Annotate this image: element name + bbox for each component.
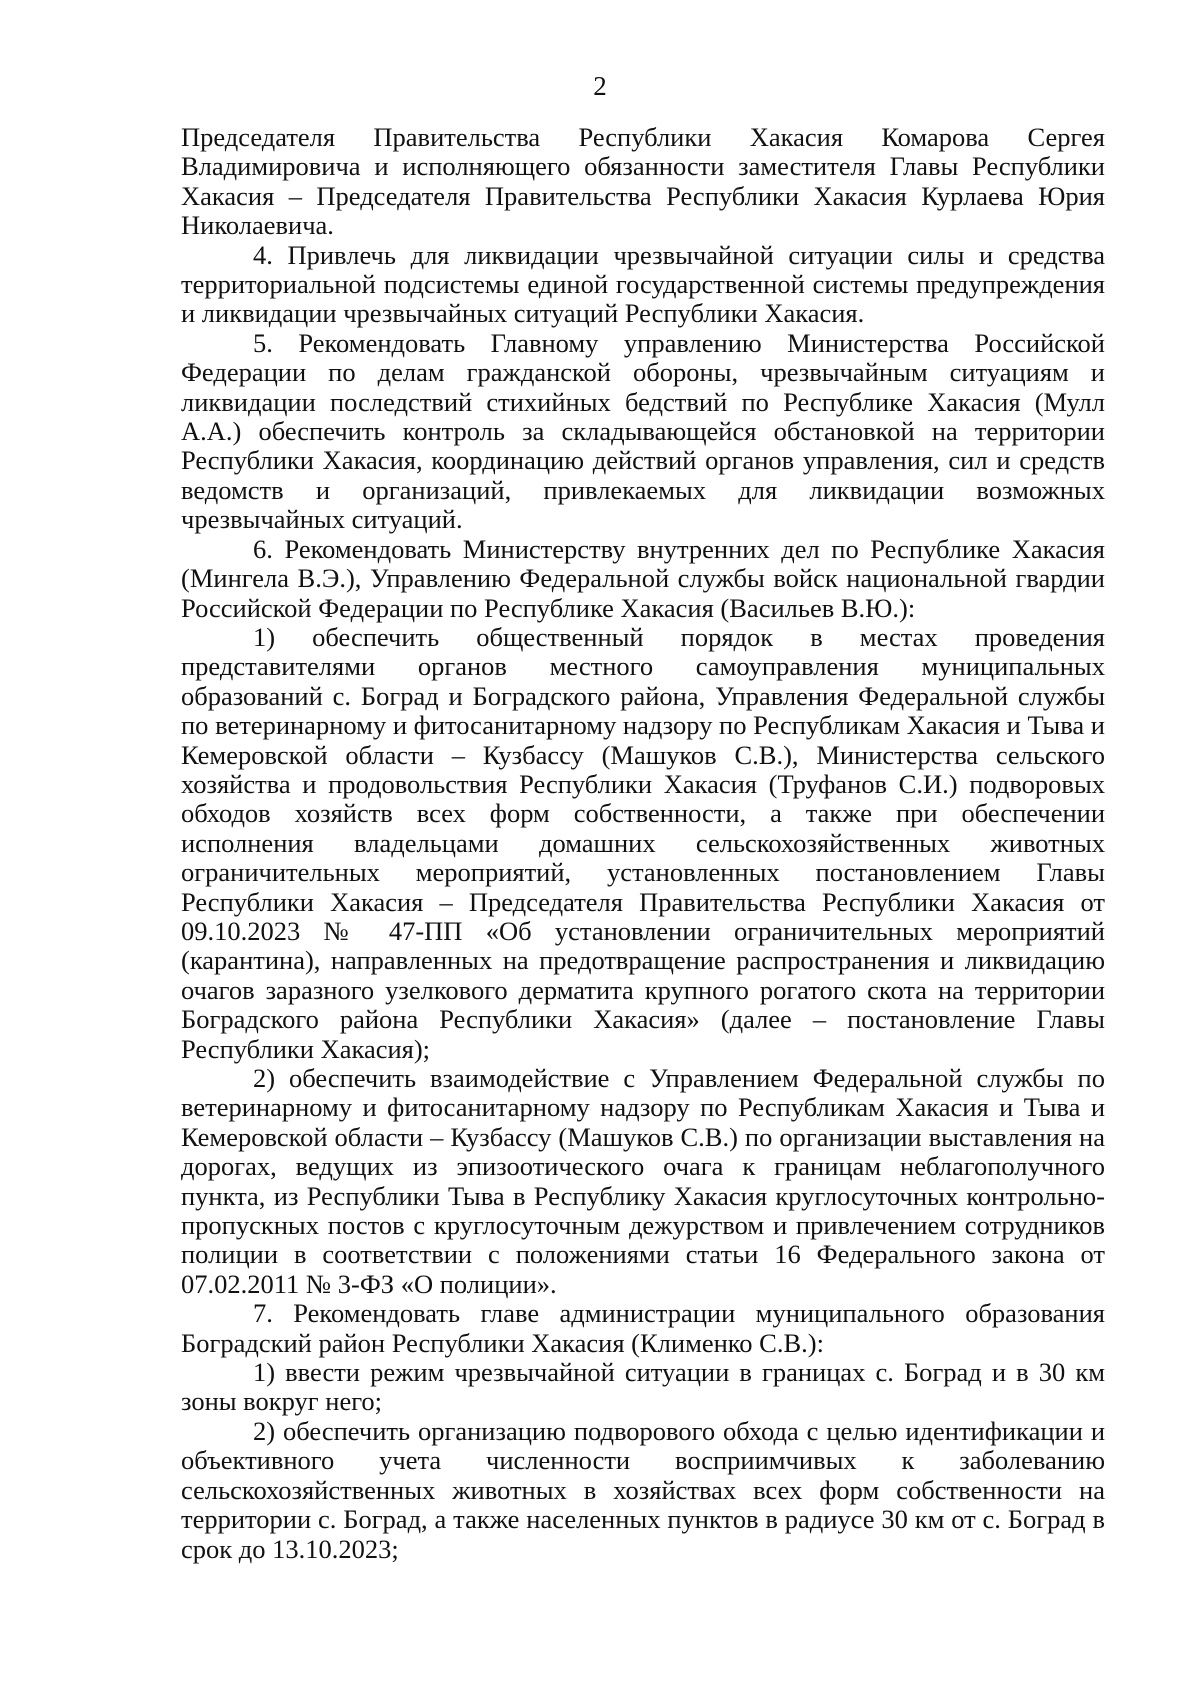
paragraph-item-7-2: 2) обеспечить организацию подворового обхода с целью идентификации и объективного учета численности восприимчивых к заболеванию сельскохозяйственных животных в хозяйствах всех форм собственности на территории с. Боград, а также населенных пунктов в радиусе 30 км от с. Боград в срок до 13.10.2023; — [181, 1415, 1105, 1564]
document-body — [181, 123, 1105, 1564]
paragraph-item-6-1: 1) обеспечить общественный порядок в местах проведения представителями органов местного самоуправления муниципальных образований с. Боград и Боградского района, Управления Федеральной службы по ветеринарному и фитосанитарному надзору по Республикам Хакасия и Тыва и Кемеровской области – Кузбассу (Машуков С.В.), Министерства сельского хозяйства и продовольствия Республики Хакасия (Труфанов С.И.) подворовых обходов хозяйств всех форм собственности, а также при обеспечении исполнения владельцами домашних сельскохозяйственных животных ограничительных мероприятий, установленных постановлением Главы Республики Хакасия – Председателя Правительства Республики Хакасия от 09.10.2023 № 47-ПП «Об установлении ограничительных мероприятий (карантина), направленных на предотвращение распространения и ликвидацию очагов заразного узелкового дерматита крупного рогатого скота на территории Боградского района Республики Хакасия» (далее – постановление Главы Республики Хакасия); — [181, 621, 1105, 1064]
paragraph-item-7: 7. Рекомендовать главе администрации муниципального образования Боградский район Республики Хакасия (Клименко С.В.): — [181, 1298, 1105, 1358]
paragraph-continuation: Председателя Правительства Республики Хакасия Комарова Сергея Владимировича и исполняющего обязанности заместителя Главы Республики Хакасия – Председателя Правительства Республики Хакасия Курлаева Юрия Николаевича. — [181, 122, 1105, 241]
paragraph-item-6: 6. Рекомендовать Министерству внутренних дел по Республике Хакасия (Мингела В.Э.), Управлению Федеральной службы войск национальной гвардии Российской Федерации по Республике Хакасия (Васильев В.Ю.): — [181, 533, 1105, 623]
paragraph-item-7-1: 1) ввести режим чрезвычайной ситуации в границах с. Боград и в 30 км зоны вокруг него; — [181, 1357, 1105, 1417]
page-number: 2 — [593, 71, 607, 101]
paragraph-item-6-2: 2) обеспечить взаимодействие с Управлением Федеральной службы по ветеринарному и фитосанитарному надзору по Республикам Хакасия и Тыва и Кемеровской области – Кузбассу (Машуков С.В.) по организации выставления на дорогах, ведущих из эпизоотического очага к границам неблагополучного пункта, из Республики Тыва в Республику Хакасия круглосуточных контрольно-пропускных постов с круглосуточным дежурством и привлечением сотрудников полиции в соответствии с положениями статьи 16 Федерального закона от 07.02.2011 № 3-ФЗ «О полиции». — [181, 1063, 1105, 1299]
paragraph-item-4: 4. Привлечь для ликвидации чрезвычайной ситуации силы и средства территориальной подсистемы единой государственной системы предупреждения и ликвидации чрезвычайных ситуаций Республики Хакасия. — [181, 239, 1105, 329]
paragraph-item-5: 5. Рекомендовать Главному управлению Министерства Российской Федерации по делам гражданской обороны, чрезвычайным ситуациям и ликвидации последствий стихийных бедствий по Республике Хакасия (Мулл А.А.) обеспечить контроль за складывающейся обстановкой на территории Республики Хакасия, координацию действий органов управления, сил и средств ведомств и организаций, привлекаемых для ликвидации возможных чрезвычайных ситуаций. — [181, 327, 1105, 535]
